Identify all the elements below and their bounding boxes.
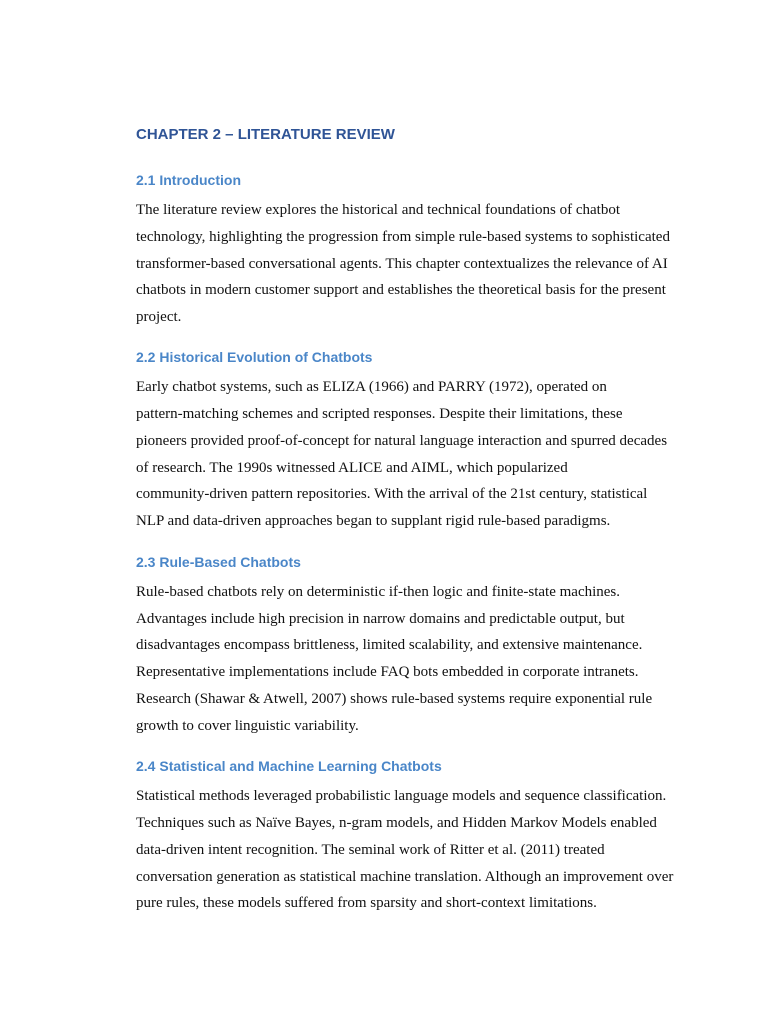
body-line: The literature review explores the historical and technical foundations of chatbot	[136, 202, 620, 218]
body-line: growth to cover linguistic variability.	[136, 718, 359, 734]
body-line: disadvantages encompass brittleness, limited scalability, and extensive maintenance.	[136, 637, 643, 653]
body-line: Early chatbot systems, such as ELIZA (1966) and PARRY (1972), operated on	[136, 379, 607, 395]
body-line: Advantages include high precision in narrow domains and predictable output, but	[136, 611, 625, 627]
body-line: pioneers provided proof-of-concept for natural language interaction and spurred decades	[136, 433, 668, 449]
section-heading-2-3: 2.3 Rule-Based Chatbots	[136, 554, 301, 570]
body-line: project.	[136, 309, 182, 325]
body-line: transformer-based conversational agents. This chapter contextualizes the relevance of AI	[136, 256, 668, 272]
chapter-title: CHAPTER 2 – LITERATURE REVIEW	[136, 126, 395, 143]
body-line: chatbots in modern customer support and establishes the theoretical basis for the present	[136, 282, 666, 298]
body-line: technology, highlighting the progression from simple rule-based systems to sophisticated	[136, 229, 670, 245]
body-line: of research. The 1990s witnessed ALICE and AIML, which popularized	[136, 460, 568, 476]
body-line: NLP and data-driven approaches began to supplant rigid rule-based paradigms.	[136, 513, 611, 529]
body-line: Techniques such as Naïve Bayes, n-gram models, and Hidden Markov Models enabled	[136, 815, 657, 831]
body-line: conversation generation as statistical machine translation. Although an improvement over	[136, 869, 674, 885]
section-heading-2-2: 2.2 Historical Evolution of Chatbots	[136, 349, 373, 365]
body-line: data-driven intent recognition. The seminal work of Ritter et al. (2011) treated	[136, 842, 605, 858]
body-line: Statistical methods leveraged probabilistic language models and sequence classification.	[136, 788, 667, 804]
section-heading-2-4: 2.4 Statistical and Machine Learning Chatbots	[136, 758, 442, 774]
body-line: pattern-matching schemes and scripted responses. Despite their limitations, these	[136, 406, 623, 422]
body-line: pure rules, these models suffered from sparsity and short-context limitations.	[136, 895, 597, 911]
body-line: Rule-based chatbots rely on deterministic if-then logic and finite-state machines.	[136, 584, 621, 600]
section-heading-2-1: 2.1 Introduction	[136, 172, 241, 188]
body-line: Research (Shawar & Atwell, 2007) shows rule-based systems require exponential rule	[136, 691, 653, 707]
body-line: community-driven pattern repositories. With the arrival of the 21st century, statistical	[136, 486, 648, 502]
body-line: Representative implementations include FAQ bots embedded in corporate intranets.	[136, 664, 639, 680]
